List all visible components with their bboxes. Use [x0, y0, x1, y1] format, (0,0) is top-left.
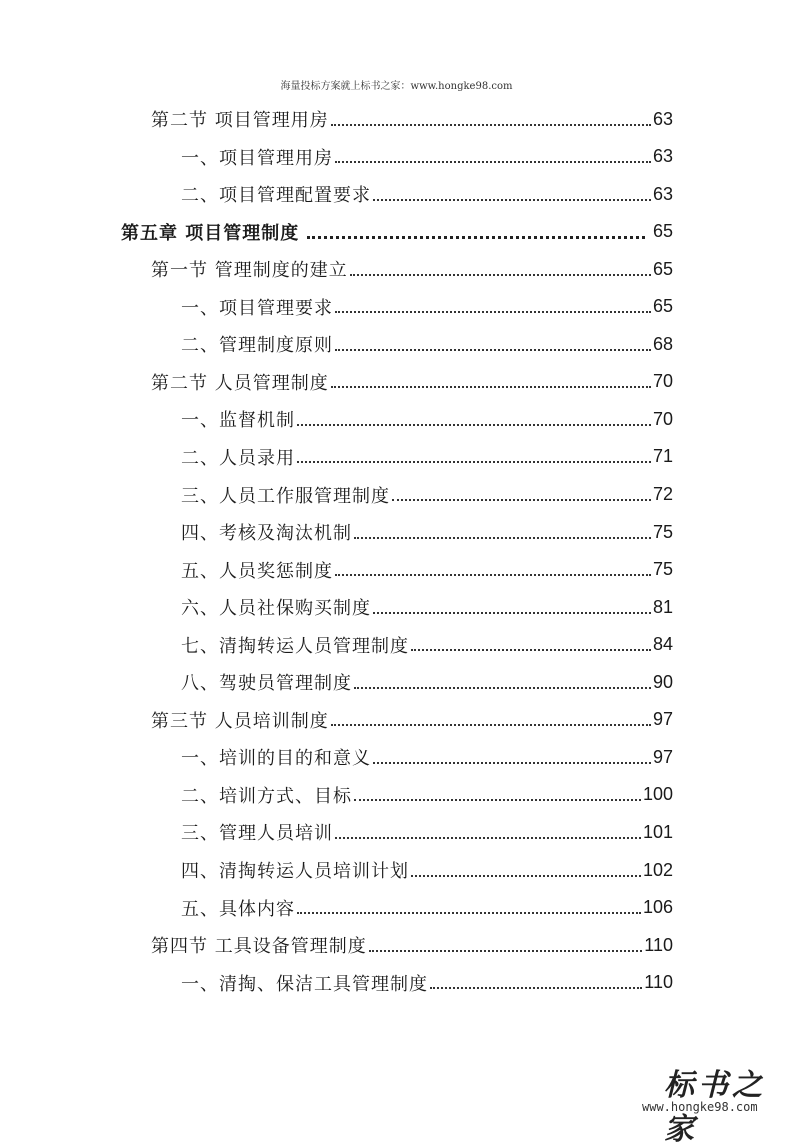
- toc-entry[interactable]: [151, 702, 673, 738]
- toc-entry-label: 三、人员工作服管理制度: [181, 485, 390, 507]
- brand-logo: [640, 1060, 790, 1147]
- toc-entry-label: 八、驾驶员管理制度: [181, 673, 352, 695]
- toc-entry[interactable]: [181, 326, 673, 362]
- toc-entry-page: 81: [652, 596, 673, 617]
- toc-entry[interactable]: [181, 477, 673, 513]
- toc-entry-page: 84: [652, 634, 673, 655]
- toc-leader-dots: [335, 160, 651, 163]
- toc-entry[interactable]: [181, 814, 673, 850]
- toc-entry[interactable]: [181, 852, 673, 888]
- toc-entry[interactable]: [181, 627, 673, 663]
- toc-entry[interactable]: [181, 514, 673, 550]
- toc-entry-page: 75: [652, 559, 673, 580]
- toc-entry[interactable]: [181, 589, 673, 625]
- toc-entry-page: 65: [652, 258, 673, 279]
- toc-leader-dots: [373, 611, 651, 614]
- toc-entry[interactable]: [181, 739, 673, 775]
- toc-leader-dots: [369, 949, 643, 952]
- toc-entry-page: 106: [642, 897, 673, 918]
- toc-entry[interactable]: [121, 214, 673, 250]
- toc-leader-dots: [411, 874, 641, 877]
- toc-entry-label: 四、清掏转运人员培训计划: [181, 861, 409, 882]
- toc-leader-dots: [373, 761, 651, 764]
- toc-entry[interactable]: [151, 927, 673, 963]
- toc-entry-page: 72: [652, 484, 673, 504]
- toc-entry-label: 第二节 人员管理制度: [151, 372, 329, 394]
- toc-entry-label: 三、管理人员培训: [181, 823, 333, 845]
- toc-entry-page: 102: [642, 859, 673, 880]
- toc-entry-label: 二、人员录用: [181, 447, 295, 469]
- toc-leader-dots: [297, 911, 641, 914]
- toc-entry[interactable]: [151, 364, 673, 400]
- toc-leader-dots: [335, 573, 651, 576]
- toc-entry-page: 90: [652, 671, 673, 692]
- logo-title: 标书之家: [664, 1068, 766, 1147]
- toc-entry[interactable]: [181, 965, 673, 1001]
- toc-entry[interactable]: [181, 439, 673, 475]
- toc-entry[interactable]: [181, 176, 673, 212]
- toc-entry-label: 一、监督机制: [181, 410, 295, 432]
- toc-entry-page: 68: [652, 333, 673, 354]
- toc-leader-dots: [331, 123, 651, 126]
- toc-entry-label: 五、人员奖惩制度: [181, 560, 333, 582]
- toc-entry-label: 四、考核及淘汰机制: [181, 523, 352, 545]
- toc-entry[interactable]: [181, 289, 673, 325]
- page-header: 海量投标方案就上标书之家：www.hongke98.com: [280, 81, 513, 92]
- toc-entry-page: 65: [652, 221, 673, 242]
- toc-entry-label: 二、项目管理配置要求: [181, 185, 371, 207]
- toc-entry[interactable]: [151, 101, 673, 137]
- toc-leader-dots: [354, 798, 641, 801]
- toc-leader-dots: [354, 536, 651, 539]
- toc-leader-dots: [335, 310, 651, 313]
- toc-leader-dots: [307, 235, 645, 239]
- toc-entry-label: 第二节 项目管理用房: [151, 110, 329, 131]
- toc-entry[interactable]: [151, 251, 673, 287]
- toc-entry-page: 110: [644, 972, 673, 993]
- toc-leader-dots: [331, 385, 651, 388]
- toc-entry[interactable]: [181, 890, 673, 926]
- toc-entry-label: 七、清掏转运人员管理制度: [181, 635, 409, 657]
- toc-entry[interactable]: [181, 139, 673, 175]
- toc-leader-dots: [411, 648, 651, 651]
- toc-entry-page: 70: [652, 408, 673, 429]
- toc-entry-page: 70: [652, 371, 673, 392]
- toc-leader-dots: [430, 986, 642, 989]
- toc-entry-label: 一、培训的目的和意义: [181, 748, 371, 770]
- toc-leader-dots: [335, 348, 651, 351]
- toc-leader-dots: [354, 686, 651, 689]
- toc-leader-dots: [373, 198, 651, 201]
- toc-entry-label: 第五章 项目管理制度: [121, 222, 300, 244]
- toc-leader-dots: [392, 498, 651, 501]
- toc-entry-page: 75: [652, 521, 673, 542]
- toc-leader-dots: [297, 423, 651, 426]
- toc-entry[interactable]: [181, 777, 673, 813]
- logo-url: www.hongke98.com: [642, 1100, 758, 1114]
- toc-entry[interactable]: [181, 401, 673, 437]
- toc-entry-page: 71: [652, 446, 673, 467]
- toc-entry-page: 101: [642, 821, 673, 842]
- toc-leader-dots: [331, 723, 651, 726]
- toc-entry-label: 五、具体内容: [181, 898, 295, 920]
- toc-entry-page: 100: [642, 784, 673, 805]
- toc-entry-label: 六、人员社保购买制度: [181, 598, 371, 620]
- toc-entry-page: 97: [652, 746, 673, 767]
- toc-entry[interactable]: [181, 664, 673, 700]
- toc-leader-dots: [335, 836, 641, 839]
- toc-entry-page: 63: [652, 108, 673, 129]
- toc-entry-page: 65: [652, 296, 673, 317]
- toc-entry[interactable]: [181, 552, 673, 588]
- toc-leader-dots: [350, 273, 651, 276]
- toc-entry-page: 63: [652, 146, 673, 167]
- toc-entry-label: 二、管理制度原则: [181, 335, 333, 357]
- toc-entry-page: 63: [652, 183, 673, 204]
- toc-entry-page: 110: [644, 934, 673, 955]
- toc-entry-label: 一、清掏、保洁工具管理制度: [181, 973, 428, 995]
- toc-entry-label: 第四节 工具设备管理制度: [151, 936, 367, 958]
- toc-entry-label: 二、培训方式、目标: [181, 785, 352, 807]
- toc-leader-dots: [297, 460, 651, 463]
- toc-entry-label: 一、项目管理要求: [181, 297, 333, 319]
- toc-entry-label: 一、项目管理用房: [181, 147, 333, 169]
- toc-entry-label: 第一节 管理制度的建立: [151, 260, 348, 282]
- toc-entry-label: 第三节 人员培训制度: [151, 710, 329, 732]
- toc-entry-page: 97: [652, 709, 673, 730]
